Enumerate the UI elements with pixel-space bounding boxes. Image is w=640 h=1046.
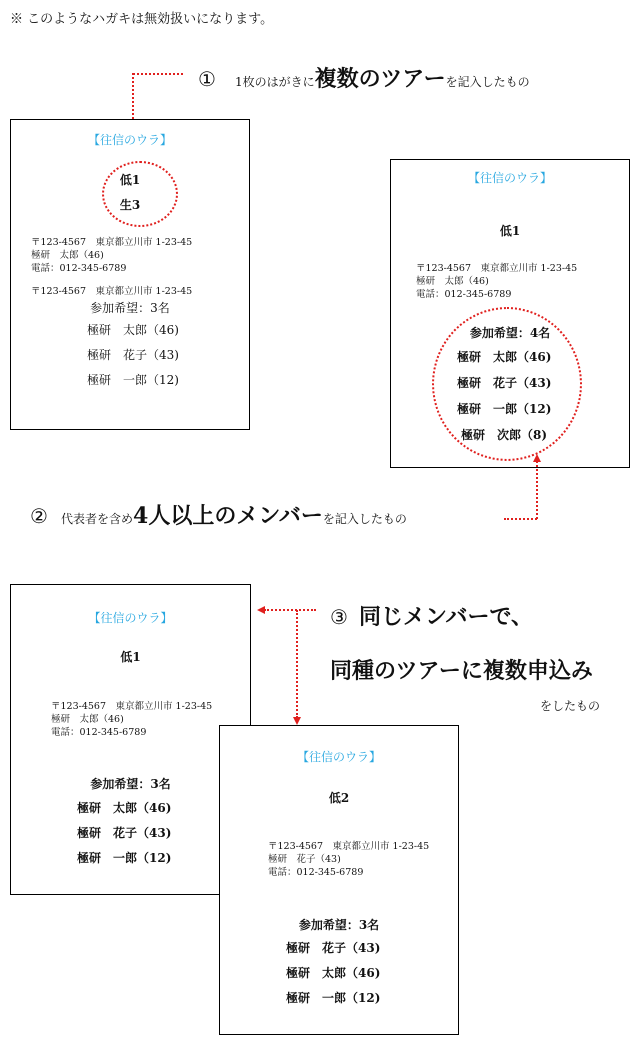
case2-emph: 4人以上のメンバー (133, 503, 323, 529)
case2-circle (432, 307, 582, 461)
member-list (77, 796, 171, 871)
member-item: 極研 太郎（46) (457, 350, 552, 364)
case3-caption-line2: 同種のツアーに複数申込み (330, 658, 593, 684)
course-code-2: 生3 (119, 198, 141, 212)
address-block (268, 840, 429, 879)
card-title: 【往信のウラ】 (467, 171, 552, 185)
card-title: 【往信のウラ】 (87, 133, 172, 147)
case2-post: を記入したもの (322, 512, 407, 526)
member-item: 極研 花子（43) (87, 348, 179, 362)
case2-arrow-h (504, 518, 537, 520)
case1-circle (102, 161, 178, 227)
case1-pre: 1枚のはがきに (235, 75, 315, 89)
case3-card-b (219, 725, 459, 1035)
case3-arrowhead-down (293, 717, 301, 725)
case3-arrow-h (264, 609, 316, 611)
address-block-2: 〒123-4567 東京都立川市 1-23-45 (31, 286, 193, 297)
case1-arrow-h (133, 73, 183, 75)
member-item: 極研 太郎（46) (286, 966, 381, 980)
member-item: 極研 一郎（12) (87, 373, 179, 387)
case3-card-a (10, 584, 251, 895)
course-code-1: 低1 (119, 173, 141, 187)
phone-line: 電話：012-345-6789 (268, 867, 364, 878)
participants-label: 参加希望：3名 (90, 777, 171, 791)
case3-number: ③ (330, 605, 348, 629)
course-code: 低2 (328, 791, 350, 805)
phone-line: 電話：012-345-6789 (416, 289, 512, 300)
case3-caption-line3: をしたもの (540, 699, 601, 713)
member-item: 極研 花子（43) (457, 376, 552, 390)
name-line: 極研 太郎（46) (51, 714, 124, 725)
name-line: 極研 太郎（46) (416, 276, 489, 287)
course-code: 低1 (499, 224, 521, 238)
member-item: 極研 次郎（8) (461, 428, 548, 442)
name-line: 極研 花子（43) (268, 854, 341, 865)
member-list (87, 318, 179, 393)
participants-label: 参加希望：3名 (90, 301, 170, 315)
member-item: 極研 一郎（12) (77, 851, 172, 865)
case3-line1: 同じメンバーで、 (359, 604, 534, 630)
phone-line: 電話：012-345-6789 (31, 263, 127, 274)
participants-label: 参加希望：4名 (469, 326, 551, 340)
address-line: 〒123-4567 東京都立川市 1-23-45 (51, 701, 213, 712)
case2-number: ② (30, 504, 48, 528)
case2-pre: 代表者を含め (61, 512, 134, 526)
member-item: 極研 一郎（12) (286, 991, 381, 1005)
case2-arrow-v (536, 461, 538, 519)
address-block (31, 236, 192, 275)
address-block (416, 262, 577, 301)
case2-caption (30, 499, 407, 530)
case1-caption (198, 62, 530, 93)
case3-arrow-v (296, 610, 298, 718)
address-line: 〒123-4567 東京都立川市 1-23-45 (268, 841, 430, 852)
case1-number: ① (198, 67, 216, 91)
member-item: 極研 一郎（12) (457, 402, 552, 416)
address-block (51, 700, 212, 739)
member-item: 極研 太郎（46) (77, 801, 172, 815)
member-list (286, 936, 380, 1011)
course-code: 低1 (120, 650, 141, 664)
case1-post: を記入したもの (445, 75, 530, 89)
invalid-note: ※ このようなハガキは無効扱いになります。 (10, 12, 274, 27)
phone-line: 電話：012-345-6789 (51, 727, 147, 738)
case3-caption-line1 (330, 600, 533, 631)
address-line: 〒123-4567 東京都立川市 1-23-45 (416, 263, 578, 274)
card-title: 【往信のウラ】 (296, 750, 381, 764)
card-title: 【往信のウラ】 (88, 611, 173, 625)
participants-label: 参加希望：3名 (298, 918, 380, 932)
address-line: 〒123-4567 東京都立川市 1-23-45 (31, 237, 193, 248)
case1-emph: 複数のツアー (314, 66, 446, 92)
member-item: 極研 花子（43) (77, 826, 172, 840)
member-item: 極研 太郎（46) (87, 323, 179, 337)
member-item: 極研 花子（43) (286, 941, 381, 955)
name-line: 極研 太郎（46) (31, 250, 104, 261)
